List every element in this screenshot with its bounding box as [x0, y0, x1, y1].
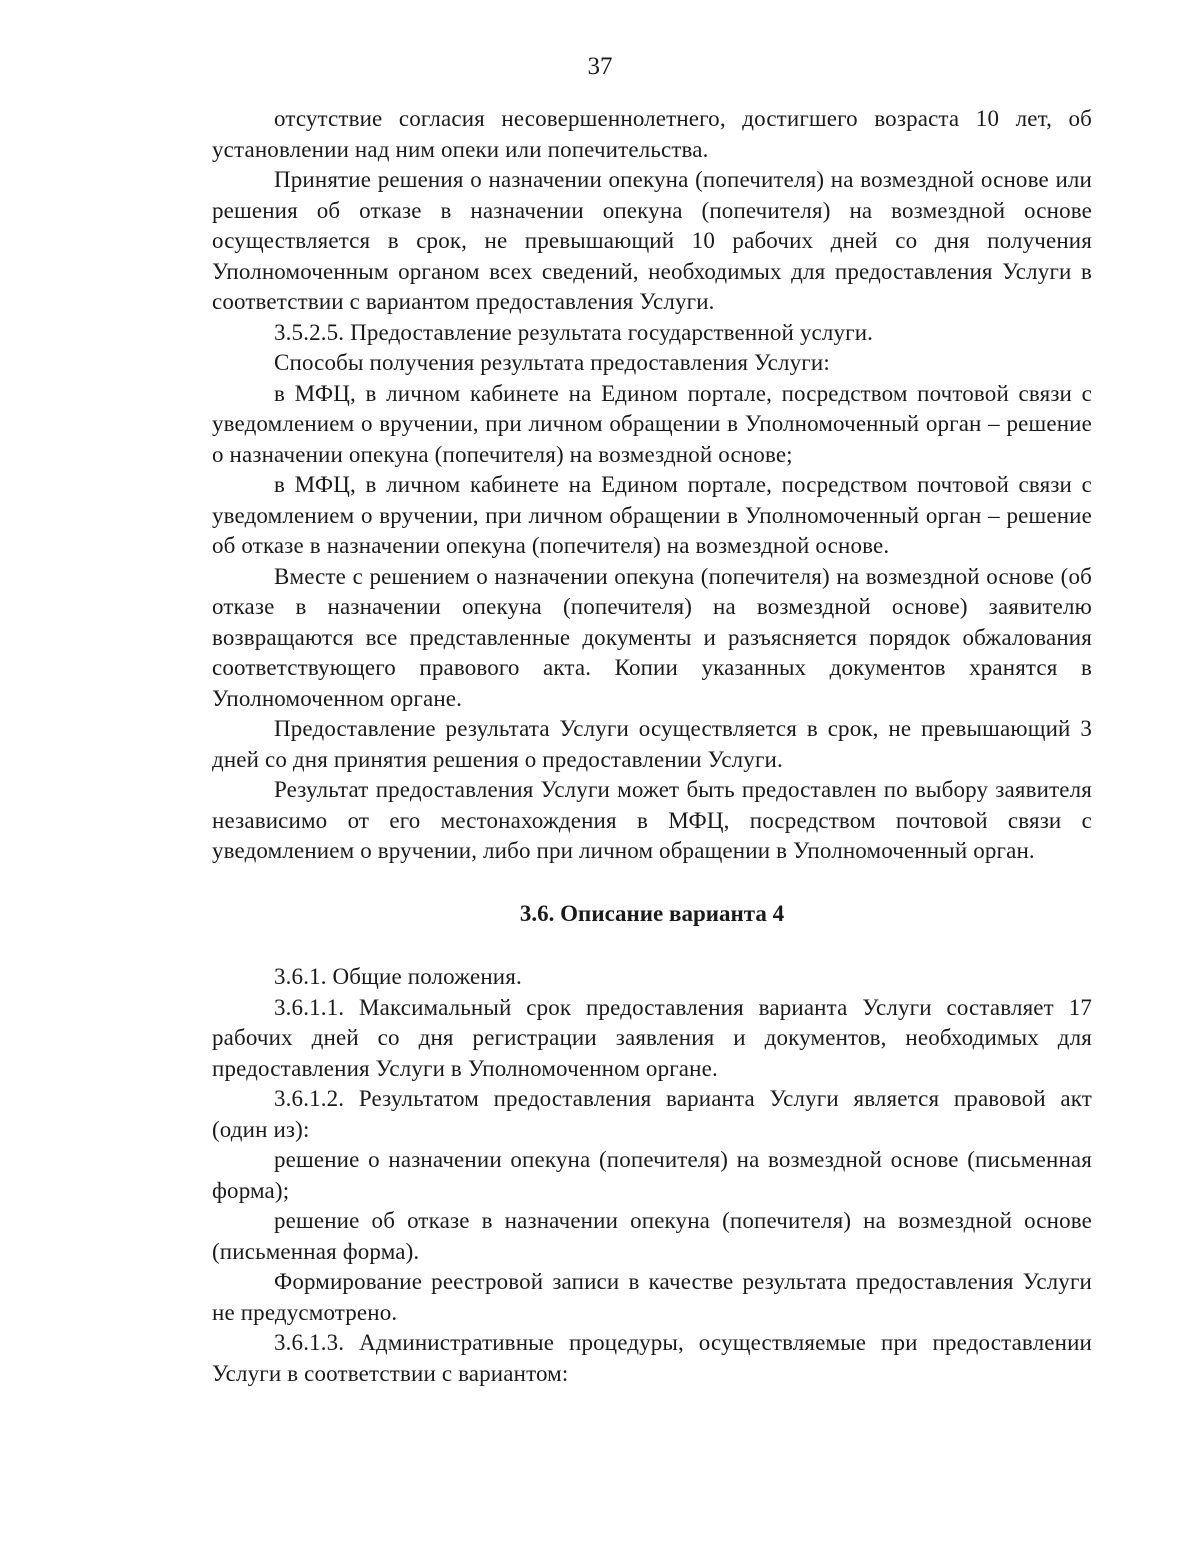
paragraph: Принятие решения о назначении опекуна (попечителя) на возмездной основе или решения об отказе в назначении опекуна (попечителя) на возмездной основе осуществляется в срок, не превышающий 10 рабочих дней со дня получения Уполномоченным органом всех сведений, необходимых для предоставления Услуги в соответствии с вариантом предоставления Услуги. [212, 167, 1092, 314]
paragraph: Формирование реестровой записи в качестве результата предоставления Услуги не предусмотрено. [212, 1269, 1092, 1325]
paragraph: 3.6.1.1. Максимальный срок предоставления варианта Услуги составляет 17 рабочих дней со дня регистрации заявления и документов, необходимых для предоставления Услуги в Уполномоченном органе. [212, 994, 1092, 1081]
paragraph: решение об отказе в назначении опекуна (попечителя) на возмездной основе (письменная форма). [212, 1208, 1092, 1264]
paragraph: Результат предоставления Услуги может быть предоставлен по выбору заявителя независимо от его местонахождения в МФЦ, посредством почтовой связи с уведомлением о вручении, либо при личном обращении в Уполномоченный орган. [212, 777, 1092, 863]
section-heading: 3.6. Описание варианта 4 [519, 900, 785, 926]
paragraph: Способы получения результата предоставления Услуги: [274, 350, 830, 375]
paragraph: Предоставление результата Услуги осуществляется в срок, не превышающий 3 дней со дня принятия решения о предоставлении Услуги. [212, 716, 1092, 772]
page-number: 37 [587, 53, 613, 80]
paragraph: 3.6.1. Общие положения. [274, 964, 522, 989]
paragraph: 3.6.1.3. Административные процедуры, осуществляемые при предоставлении Услуги в соответствии с вариантом: [212, 1330, 1092, 1386]
paragraph: в МФЦ, в личном кабинете на Едином портале, посредством почтовой связи с уведомлением о вручении, при личном обращении в Уполномоченный орган – решение о назначении опекуна (попечителя) на возмездной основе; [212, 380, 1092, 467]
paragraph: решение о назначении опекуна (попечителя) на возмездной основе (письменная форма); [212, 1147, 1092, 1203]
paragraph: отсутствие согласия несовершеннолетнего, достигшего возраста 10 лет, об установлении над ним опеки или попечительства. [212, 106, 1092, 162]
paragraph: 3.5.2.5. Предоставление результата государственной услуги. [274, 319, 874, 345]
paragraph: 3.6.1.2. Результатом предоставления варианта Услуги является правовой акт (один из): [212, 1086, 1092, 1142]
paragraph: Вместе с решением о назначении опекуна (попечителя) на возмездной основе (об отказе в назначении опекуна (попечителя) на возмездной основе) заявителю возвращаются все представленные документы и разъясняется порядок обжалования соответствующего правового акта. Копии указанных документов хранятся в Уполномоченном органе. [212, 563, 1092, 711]
document-body [212, 104, 1092, 1389]
paragraph: в МФЦ, в личном кабинете на Едином портале, посредством почтовой связи с уведомлением о вручении, при личном обращении в Уполномоченный орган – решение об отказе в назначении опекуна (попечителя) на возмездной основе. [212, 472, 1092, 558]
